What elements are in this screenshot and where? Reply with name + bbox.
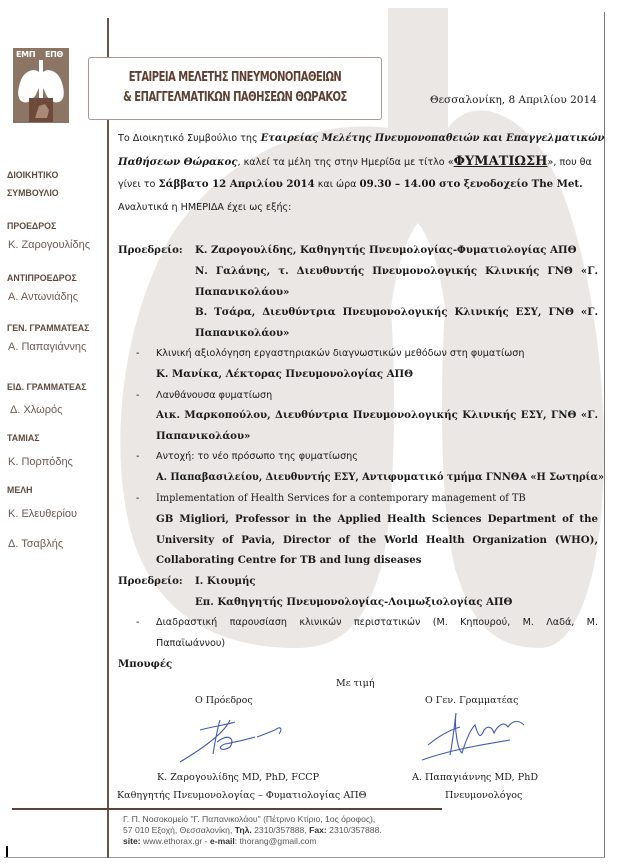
org-name-line1: ΕΤΑΙΡΕΙΑ ΜΕΛΕΤΗΣ ΠΝΕΥΜΟΝΟΠΑΘΕΙΩΝ [128, 69, 342, 85]
intro-text: , καλεί τα μέλη της στην Ημερίδα με τίτλο « [237, 157, 454, 168]
bullet-dash: - [136, 348, 140, 359]
chair1-member-3: Β. Τσάρα, Διευθύντρια Πνευμονολογικής Κλινικής ΕΣΥ, ΓΝΘ «Γ. [195, 306, 598, 318]
president-name: Κ. Ζαρογουλίδης MD, PhD, FCCP [157, 772, 320, 783]
talk-2-speaker-cont: Παπανικολάου» [156, 430, 251, 442]
talk-3-speaker: Α. Παπαβασιλείου, Διευθυντής ΕΣΥ, Αντιφυματικό τμήμα ΓΝΝΘΑ «Η Σωτηρία» [156, 472, 604, 483]
president-signature-icon [175, 712, 295, 767]
chair1-member-1: Κ. Ζαρογουλίδης, Καθηγητής Πνευμολογίας-Φυματιολογίας ΑΠΘ [195, 244, 577, 256]
talk-1-title: Κλινική αξιολόγηση εργαστηριακών διαγνωστικών μεθόδων στη φυματίωση [156, 348, 525, 359]
society-logo [13, 48, 69, 123]
talk-4-speaker: GB Migliori, Professor in the Applied Health Sciences Department of the [156, 513, 598, 525]
sidebar-role-treasurer: ΤΑΜΙΑΣ [7, 433, 40, 443]
footer-fax: 2310/357888. [326, 825, 382, 835]
event-date: Σάββατο 12 Απριλίου 2014 [158, 178, 315, 190]
sidebar-name-treasurer: Κ. Πορπόδης [8, 456, 73, 468]
president-title: Καθηγητής Πνευμονολογίας – Φυματιολογίας ΑΠΘ [117, 790, 367, 801]
secretary-name: Α. Παπαγιάννης MD, PhD [412, 772, 539, 783]
sidebar-name-member-2: Δ. Τσαβλής [8, 538, 64, 550]
buffet: Μπουφές [118, 658, 173, 670]
chair1-member-2: Ν. Γαλάνης, τ. Διευθυντής Πνευμονολογικής Κλινικής ΓΝΘ «Γ. [195, 265, 598, 277]
secretary-signature-icon [420, 705, 530, 765]
footer-site-link[interactable]: www.ethorax.gr - [140, 836, 210, 846]
event-time-venue: 09.30 – 14.00 στο ξενοδοχείο The Met. [359, 178, 583, 190]
sidebar-role-members: ΜΕΛΗ [7, 485, 33, 495]
chair2-member-name: Ι. Κιουμής [195, 575, 256, 587]
event-title: ΦΥΜΑΤΙΩΣΗ [453, 154, 548, 169]
intro-text: », που θα [547, 157, 592, 168]
chair2-member-title: Επ. Καθηγητής Πνευμονολογίας-Λοιμωξιολογίας ΑΠΘ [195, 596, 513, 608]
footer-tel-label: Τηλ. [234, 825, 252, 835]
sidebar-role-general-secretary: ΓΕΝ. ΓΡΑΜΜΑΤΕΑΣ [7, 323, 90, 333]
sidebar-title-line1: ΔΙΟΙΚΗΤΙΚΟ [7, 170, 59, 180]
footer-address [123, 814, 593, 847]
secretary-title: Πνευμονολόγος [445, 790, 523, 801]
text-cursor [6, 846, 8, 857]
chair1-member-2-cont: Παπανικολάου» [195, 286, 290, 298]
talk-3-title: Αντοχή: το νέο πρόσωπο της φυματίωσης [156, 451, 358, 462]
sidebar-role-special-secretary: ΕΙΔ. ΓΡΑΜΜΑΤΕΑΣ [7, 382, 87, 392]
sidebar-name-member-1: Κ. Ελευθερίου [8, 508, 78, 520]
footer-email-label: e-mail [209, 836, 235, 846]
talk-4-speaker-cont: University of Pavia, Director of the World Health Organization (WHO), [156, 534, 598, 546]
intro-society-name-cont: Παθήσεων Θώρακος [118, 156, 238, 168]
talk-5-title-cont: Παπαϊωάννου) [156, 638, 226, 649]
intro-text: Το Διοικητικό Συμβούλιο της [118, 133, 261, 144]
footer-fax-label: Fax: [309, 825, 327, 835]
footer-site-label: site: [123, 836, 141, 846]
intro-text: Αναλυτικά η ΗΜΕΡΙΔΑ έχει ως εξής: [118, 202, 292, 213]
intro-society-name: Εταιρείας Μελέτης Πνευμονοπαθειών και Επαγγελματικών [260, 133, 605, 144]
talk-2-title: Λανθάνουσα φυματίωση [156, 390, 273, 401]
footer-tel: 2310/357888, [251, 825, 310, 835]
sidebar-name-general-secretary: Α. Παπαγιάννης [8, 341, 87, 353]
talk-4-title: Implementation of Health Services for a contemporary management of TB [156, 493, 526, 504]
sidebar-role-president: ΠΡΟΕΔΡΟΣ [7, 221, 57, 231]
chair1-label: Προεδρείο: [118, 244, 183, 256]
letter-date: Θεσσαλονίκη, 8 Απριλίου 2014 [430, 94, 597, 106]
sidebar-name-president: Κ. Ζαρογουλίδης [8, 239, 91, 251]
intro-text: γίνει το [118, 179, 159, 190]
footer-line-1: Γ. Π. Νοσοκομείο "Γ. Παπανικολάου" (Πέτρινο Κτίριο, 1ος όροφος), [123, 814, 376, 824]
closing: Με τιμή [336, 678, 375, 689]
lungs-logo-icon [13, 58, 69, 123]
chair2-label: Προεδρείο: [118, 575, 183, 587]
logo-text-left: ΕΜΠ [16, 50, 36, 59]
org-name-line2: & ΕΠΑΓΓΕΛΜΑΤΙΚΩΝ ΠΑΘΗΣΕΩΝ ΘΩΡΑΚΟΣ [123, 89, 347, 105]
footer-email-link[interactable]: : thorang@gmail.com [234, 836, 317, 846]
footer-divider [12, 808, 442, 810]
sidebar-role-vice-president: ΑΝΤΙΠΡΟΕΔΡΟΣ [7, 273, 77, 283]
talk-2-speaker: Αικ. Μαρκοπούλου, Διευθύντρια Πνευμονολογικής Κλινικής ΕΣΥ, ΓΝΘ «Γ. [156, 409, 598, 421]
bullet-dash: - [136, 451, 140, 462]
bullet-dash: - [136, 390, 140, 401]
footer-line-2 [123, 825, 593, 836]
page-border-bottom [4, 857, 605, 858]
footer-address-text: 57 010 Εξοχή, Θεσσαλονίκη, [123, 825, 235, 835]
sidebar-name-vice-president: Α. Αντωνιάδης [8, 291, 79, 303]
sidebar-title-line2: ΣΥΜΒΟΥΛΙΟ [7, 188, 59, 198]
organization-name-box [88, 57, 382, 120]
president-role: Ο Πρόεδρος [195, 695, 253, 706]
sidebar-name-special-secretary: Δ. Χλωρός [10, 404, 63, 416]
logo-text-right: ΕΠΘ [45, 50, 64, 59]
secretary-role: Ο Γεν. Γραμματέας [425, 695, 519, 706]
chair1-member-3-cont: Παπανικολάου» [195, 327, 290, 339]
bullet-dash: - [136, 493, 140, 504]
left-divider [107, 18, 109, 858]
footer-line-3 [123, 836, 593, 847]
talk-5-title: Διαδραστική παρουσίαση κλινικών περιστατικών (Μ. Κηπουρού, Μ. Λαδά, Μ. [156, 617, 598, 628]
talk-1-speaker: Κ. Μανίκα, Λέκτορας Πνευμονολογίας ΑΠΘ [156, 368, 414, 380]
intro-text: και ώρα [314, 179, 360, 190]
bullet-dash: - [136, 617, 140, 628]
talk-4-speaker-cont2: Collaborating Centre for TB and lung diseases [156, 554, 422, 566]
